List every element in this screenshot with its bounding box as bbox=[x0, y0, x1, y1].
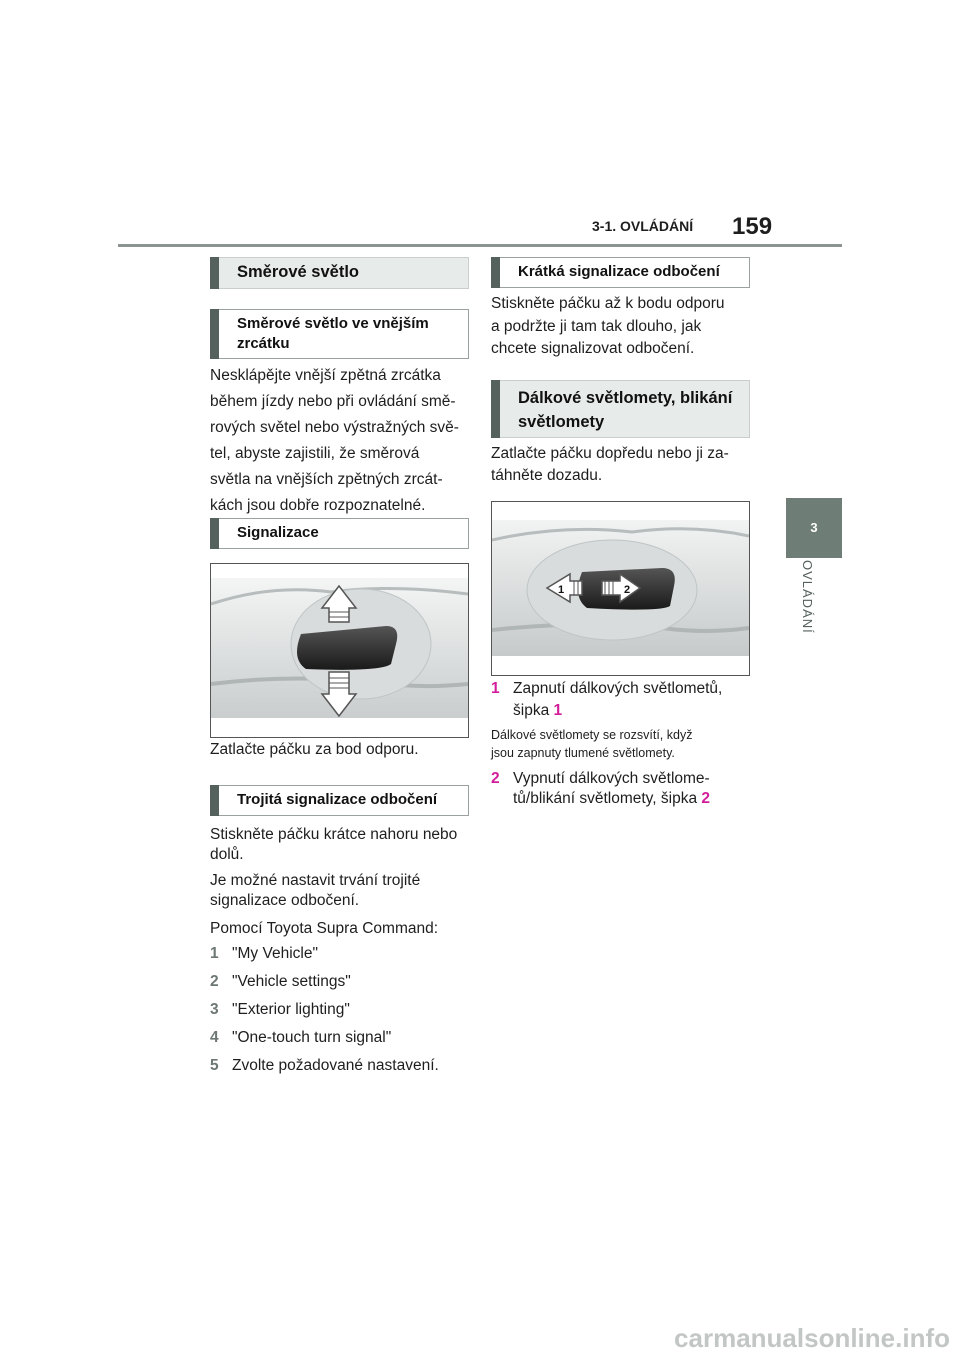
note-line: Dálkové světlomety se rozsvítí, když bbox=[491, 728, 693, 742]
list-item bbox=[210, 969, 351, 995]
section-title-line: Dálkové světlomety, blikání bbox=[518, 389, 733, 407]
item-text: šipka bbox=[513, 702, 550, 719]
step-text: "Vehicle settings" bbox=[232, 973, 351, 990]
text-line: kách jsou dobře rozpoznatelné. bbox=[210, 497, 426, 514]
step-number: 1 bbox=[210, 945, 219, 962]
page-number: 159 bbox=[732, 213, 773, 240]
section-title-line: světlomety bbox=[518, 413, 605, 431]
note-line: jsou zapnuty tlumené světlomety. bbox=[491, 746, 675, 760]
lever-illustration bbox=[211, 564, 468, 737]
item-number: 2 bbox=[491, 770, 500, 787]
figure-caption: Zatlačte páčku za bod odporu. bbox=[210, 741, 419, 758]
accent-bar bbox=[210, 518, 219, 549]
step-number: 5 bbox=[210, 1057, 219, 1074]
list-item-continuation bbox=[513, 698, 562, 724]
header-rule bbox=[118, 244, 842, 247]
item-text: Zapnutí dálkových světlometů, bbox=[513, 680, 723, 697]
text-line: Zatlačte páčku dopředu nebo ji za- bbox=[491, 445, 729, 462]
text-line: a podržte ji tam tak dlouho, jak bbox=[491, 318, 702, 335]
subsection-title: Trojitá signalizace odbočení bbox=[237, 791, 438, 808]
step-text: Zvolte požadované nastavení. bbox=[232, 1057, 439, 1074]
accent-bar bbox=[210, 785, 219, 816]
accent-bar bbox=[491, 380, 500, 438]
text-line: během jízdy nebo při ovládání smě- bbox=[210, 393, 456, 410]
watermark: carmanualsonline.info bbox=[674, 1323, 950, 1353]
section-title: Směrové světlo bbox=[237, 263, 359, 281]
list-item bbox=[210, 1025, 391, 1051]
text-line: dolů. bbox=[210, 846, 244, 863]
item-text: Vypnutí dálkových světlome- bbox=[513, 770, 710, 787]
subsection-box bbox=[491, 257, 750, 288]
step-number: 3 bbox=[210, 1001, 219, 1018]
subsection-title: Signalizace bbox=[237, 524, 319, 541]
subsection-title: Směrové světlo ve vnějším zrcátku bbox=[237, 315, 429, 352]
step-number: 4 bbox=[210, 1029, 219, 1046]
subsection-box bbox=[210, 518, 469, 549]
text-line: Pomocí Toyota Supra Command: bbox=[210, 920, 439, 937]
item-number: 1 bbox=[491, 680, 500, 697]
text-line: Stiskněte páčku krátce nahoru nebo bbox=[210, 826, 458, 843]
list-item-continuation bbox=[513, 786, 710, 812]
step-text: "My Vehicle" bbox=[232, 945, 318, 962]
high-beam-illustration bbox=[492, 502, 749, 675]
text-line: signalizace odbočení. bbox=[210, 892, 360, 909]
section-title-box bbox=[210, 257, 469, 289]
list-item bbox=[210, 941, 318, 967]
subsection-box bbox=[210, 309, 469, 359]
text-line: chcete signalizovat odbočení. bbox=[491, 340, 695, 357]
chapter-tab: 3 bbox=[786, 498, 842, 558]
list-item bbox=[210, 997, 350, 1023]
step-text: "Exterior lighting" bbox=[232, 1001, 350, 1018]
subsection-box bbox=[210, 785, 469, 816]
text-line: Nesklápějte vnější zpětná zrcátka bbox=[210, 367, 441, 384]
text-line: rových světel nebo výstražných svě- bbox=[210, 419, 459, 436]
list-item bbox=[210, 1053, 439, 1079]
step-number: 2 bbox=[210, 973, 219, 990]
accent-bar bbox=[210, 309, 219, 359]
text-line: Je možné nastavit trvání trojité bbox=[210, 872, 421, 889]
accent-bar bbox=[210, 257, 219, 289]
text-line: táhněte dozadu. bbox=[491, 467, 603, 484]
arrow-label-2: 2 bbox=[624, 584, 631, 596]
text-line: světla na vnějších zpětných zrcát- bbox=[210, 471, 443, 488]
arrow-label-1: 1 bbox=[558, 584, 565, 596]
subsection-title: Krátká signalizace odbočení bbox=[518, 263, 720, 280]
arrow-ref: 1 bbox=[553, 702, 563, 719]
running-header-section: 3-1. OVLÁDÁNÍ bbox=[592, 218, 694, 234]
accent-bar bbox=[491, 257, 500, 288]
turn-signal-lever-figure bbox=[210, 563, 469, 738]
section-title-box bbox=[491, 380, 750, 438]
arrow-ref: 2 bbox=[701, 790, 711, 807]
section-title bbox=[518, 386, 732, 434]
item-text: tů/blikání světlomety, šipka bbox=[513, 790, 698, 807]
text-line: Stiskněte páčku až k bodu odporu bbox=[491, 295, 725, 312]
step-text: "One-touch turn signal" bbox=[232, 1029, 392, 1046]
chapter-label: OVLÁDÁNÍ bbox=[800, 560, 815, 634]
high-beam-lever-figure bbox=[491, 501, 750, 676]
text-line: tel, abyste zajistili, že směrová bbox=[210, 445, 420, 462]
